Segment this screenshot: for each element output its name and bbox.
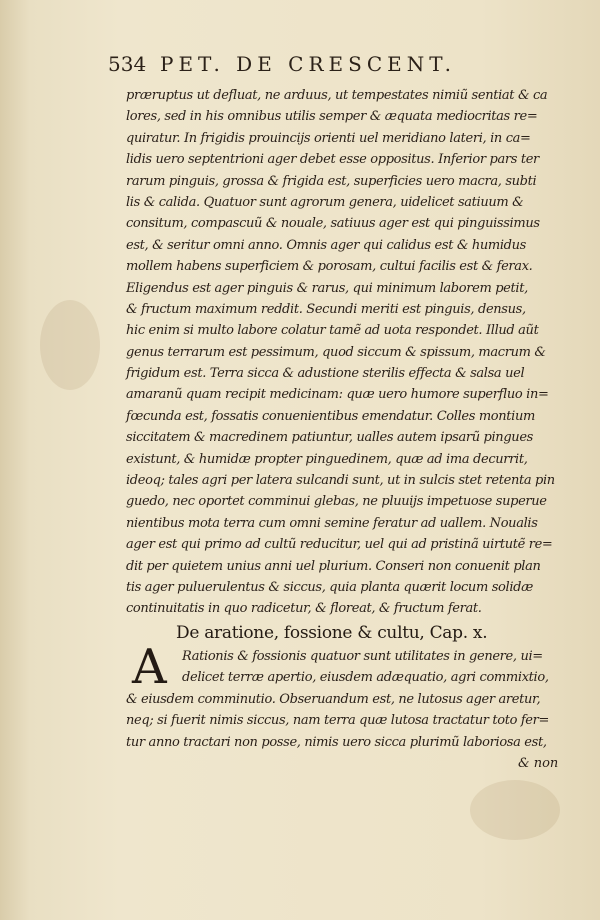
page-number: 534: [108, 52, 147, 76]
chapter-heading: De aratione, fossione & cultu, Cap. x.: [176, 623, 488, 643]
text-line: nientibus mota terra cum omni semine feratur ad uallem. Noualis: [126, 515, 538, 531]
text-line: tis ager puluerulentus & siccus, quia planta quærit locum solidæ: [126, 579, 533, 595]
text-line: delicet terræ apertio, eiusdem adæquatio, agri commixtio,: [182, 670, 549, 686]
page-header: [108, 52, 458, 78]
catchword: & non: [518, 756, 559, 771]
body-text: [126, 85, 566, 620]
text-line: Eligendus est ager pinguis & rarus, qui minimum laborem petit,: [126, 280, 528, 296]
text-line: tur anno tractari non posse, nimis uero sicca plurimũ laboriosa est,: [126, 734, 547, 750]
text-line: ideoq; tales agri per latera sulcandi sunt, ut in sulcis stet retenta pin: [126, 473, 555, 489]
text-line: amaranũ quam recipit medicinam: quæ uero humore superfluo in=: [126, 387, 549, 403]
text-line: Rationis & fossionis quatuor sunt utilitates in genere, ui=: [182, 649, 543, 664]
text-line: siccitatem & macredinem patiuntur, ualles autem ipsarũ pingues: [126, 430, 533, 446]
text-line: est, & seritur omni anno. Omnis ager qui calidus est & humidus: [126, 237, 526, 253]
drop-cap: A: [132, 639, 167, 695]
text-line: genus terrarum est pessimum, quod siccum & spissum, macrum &: [126, 344, 546, 360]
text-line: continuitatis in quo radicetur, & floreat, & fructum ferat.: [126, 601, 482, 617]
running-head: PET. DE CRESCENT.: [160, 52, 456, 76]
text-line: præruptus ut defluat, ne arduus, ut tempestates nimiũ sentiat & ca: [126, 88, 548, 103]
text-line: & eiusdem comminutio. Obseruandum est, ne lutosus ager aretur,: [126, 691, 541, 707]
chapter-text: [126, 639, 566, 753]
text-line: mollem habens superficiem & porosam, cultui facilis est & ferax.: [126, 259, 533, 275]
text-line: lidis uero septentrioni ager debet esse oppositus. Inferior pars ter: [126, 152, 539, 168]
text-line: fœcunda est, fossatis conuenientibus emendatur. Colles montium: [126, 408, 535, 424]
text-line: consitum, compascuũ & nouale, satiuus ager est qui pinguissimus: [126, 216, 540, 232]
text-line: quiratur. In frigidis prouincijs orienti uel meridiano lateri, in ca=: [126, 130, 531, 146]
text-line: & fructum maximum reddit. Secundi meriti est pinguis, densus,: [126, 301, 526, 317]
text-line: ager est qui primo ad cultũ reducitur, uel qui ad pristinã uirtutẽ re=: [126, 537, 553, 553]
text-line: dit per quietem unius anni uel plurium. Conseri non conuenit plan: [126, 558, 541, 574]
text-line: lis & calida. Quatuor sunt agrorum genera, uidelicet satiuum &: [126, 194, 524, 210]
text-line: existunt, & humidæ propter pinguedinem, quæ ad ima decurrit,: [126, 451, 528, 467]
text-line: lores, sed in his omnibus utilis semper & æquata mediocritas re=: [126, 109, 538, 125]
text-line: hic enim si multo labore colatur tamẽ ad uota respondet. Illud aũt: [126, 323, 539, 339]
text-line: neq; si fuerit nimis siccus, nam terra quæ lutosa tractatur toto fer=: [126, 713, 550, 729]
text-line: rarum pinguis, grossa & frigida est, superficies uero macra, subti: [126, 173, 537, 189]
text-line: guedo, nec oportet comminui glebas, ne pluuijs impetuose superue: [126, 494, 547, 510]
text-line: frigidum est. Terra sicca & adustione sterilis effecta & salsa uel: [126, 366, 525, 382]
